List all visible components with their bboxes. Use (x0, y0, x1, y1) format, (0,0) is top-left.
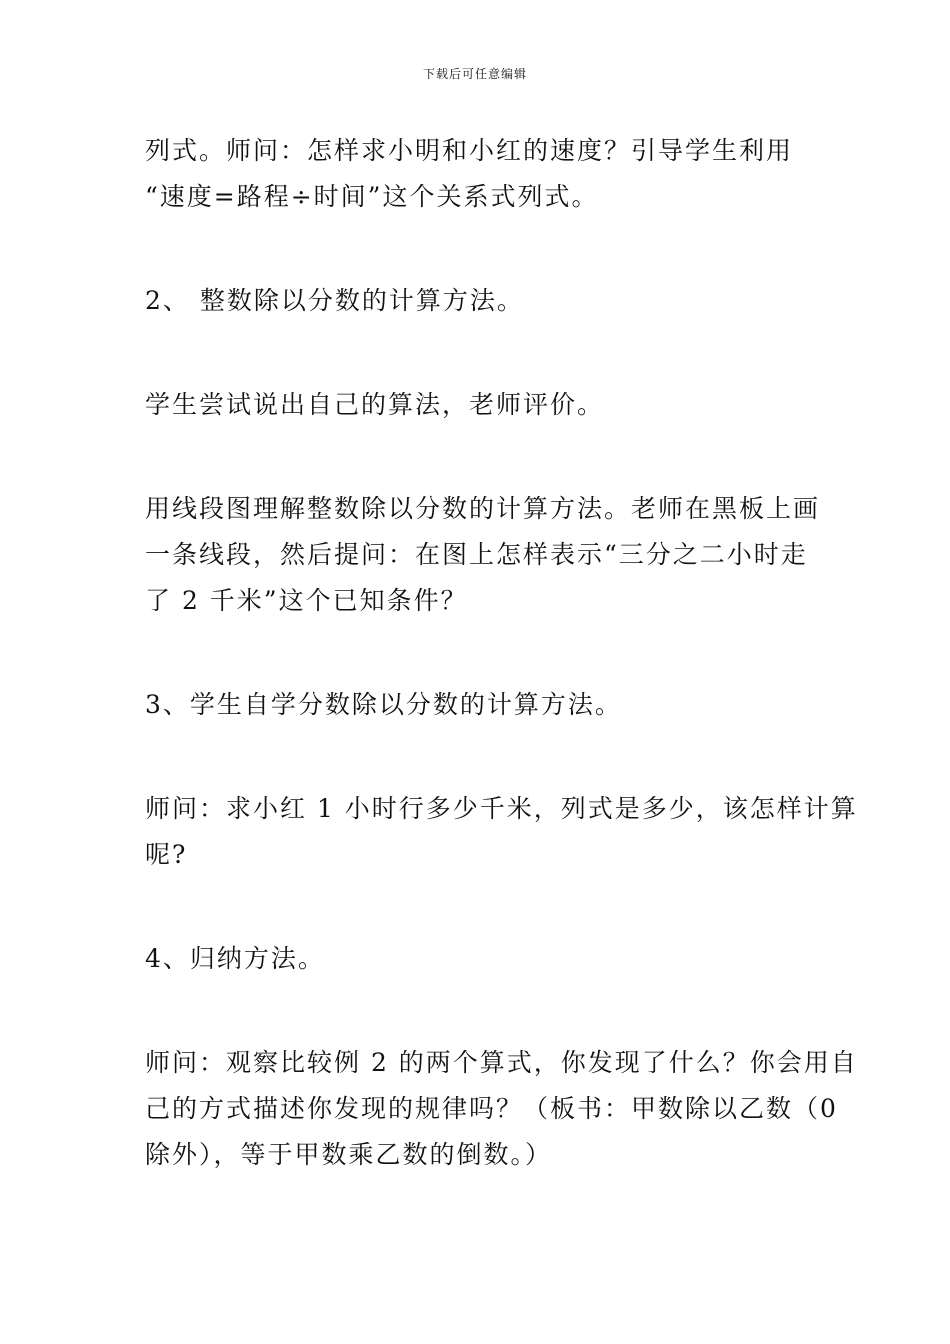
paragraph (145, 682, 810, 728)
text-line: 4、归纳方法。 (145, 944, 325, 973)
text-line: 用线段图理解整数除以分数的计算方法。老师在黑板上画 (145, 494, 821, 523)
text-line: 列式。师问：怎样求小明和小红的速度？引导学生利用 (145, 136, 794, 165)
paragraph (145, 128, 810, 220)
paragraph (145, 786, 858, 878)
text-line: 己的方式描述你发现的规律吗？（板书：甲数除以乙数（0 (145, 1094, 838, 1123)
text-line: 呢? (145, 840, 188, 869)
document-body (145, 128, 858, 1236)
text-line: 除外），等于甲数乘乙数的倒数。） (145, 1140, 553, 1169)
page-header: 下载后可任意编辑 (422, 67, 527, 81)
paragraph (145, 278, 810, 324)
text-line: 学生尝试说出自己的算法，老师评价。 (145, 390, 605, 419)
paragraph (145, 486, 821, 624)
paragraph (145, 1040, 858, 1178)
text-line: 了 2 千米”这个已知条件？ (145, 586, 468, 615)
text-line: 2、 整数除以分数的计算方法。 (145, 286, 524, 315)
text-line: 师问：求小红 1 小时行多少千米，列式是多少，该怎样计算 (145, 794, 858, 823)
text-line: 3、学生自学分数除以分数的计算方法。 (145, 690, 622, 719)
paragraph (145, 382, 810, 428)
text-line: “速度=路程÷时间”这个关系式列式。 (145, 182, 599, 211)
text-line: 一条线段，然后提问：在图上怎样表示“三分之二小时走 (145, 540, 808, 569)
paragraph (145, 936, 810, 982)
text-line: 师问：观察比较例 2 的两个算式，你发现了什么？你会用自 (145, 1048, 858, 1077)
